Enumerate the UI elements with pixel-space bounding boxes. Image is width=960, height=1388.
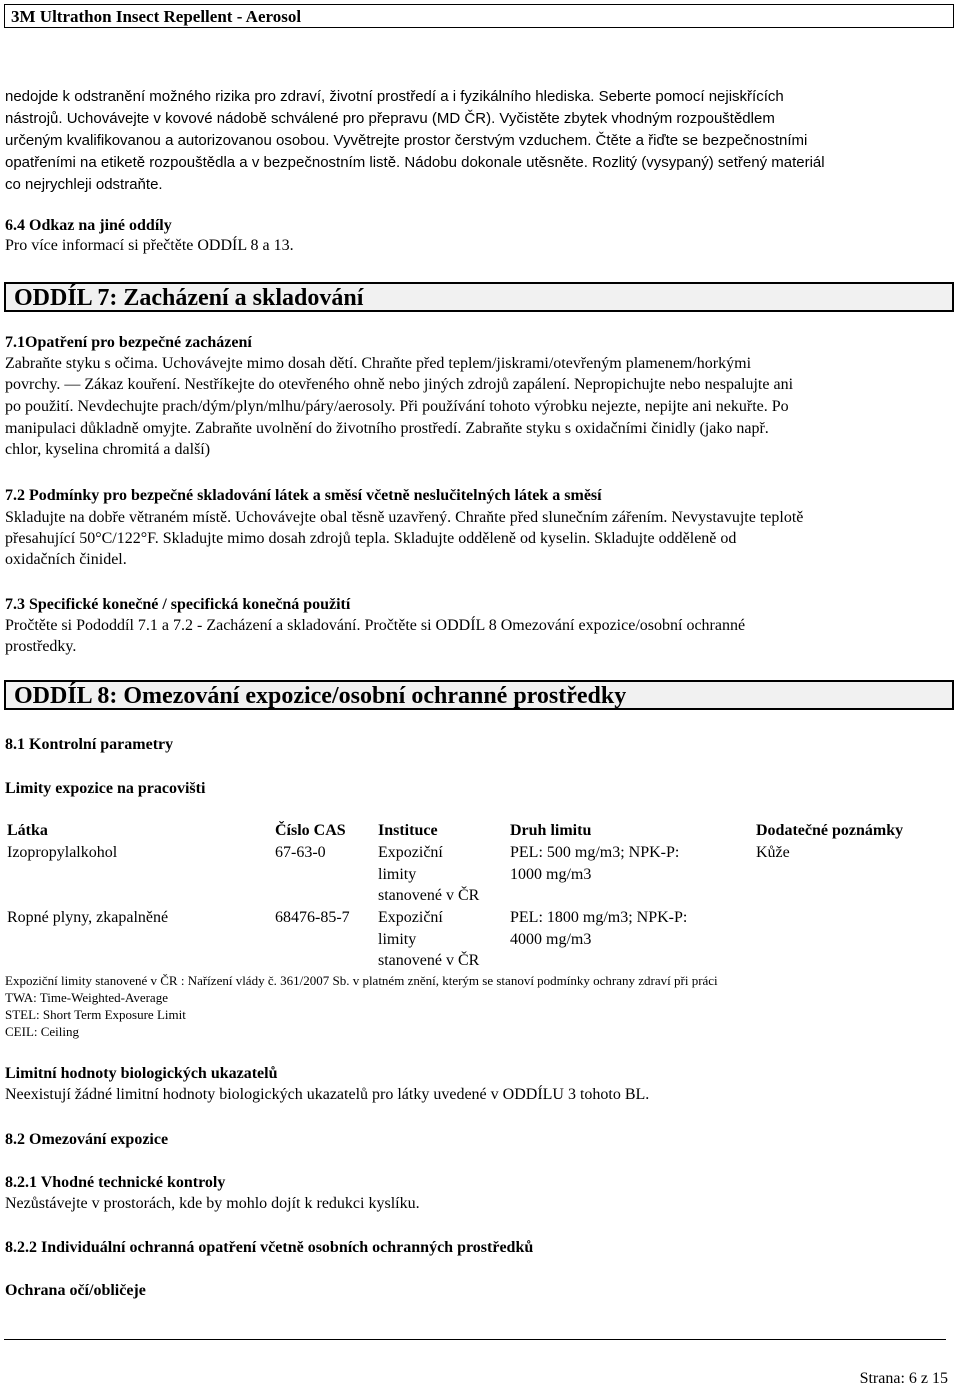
cell-limit-line: PEL: 500 mg/m3; NPK-P: xyxy=(510,844,680,861)
cell-institution-line: stanovené v ČR xyxy=(378,952,480,969)
footnote: CEIL: Ceiling xyxy=(5,1024,80,1039)
section-8-header xyxy=(4,680,954,710)
cell-substance: Izopropylalkohol xyxy=(7,844,118,861)
subsection-heading-8-2-1: 8.2.1 Vhodné technické kontroly xyxy=(5,1174,226,1191)
cell-institution-line: limity xyxy=(378,931,417,948)
paragraph-line: co nejrychleji odstraňte. xyxy=(5,176,163,193)
subsection-heading-7-3: 7.3 Specifické konečné / specifická konečná použití xyxy=(5,596,351,613)
paragraph-line: nástrojů. Uchovávejte v kovové nádobě schválené pro přepravu (MD ČR). Vyčistěte zbytek vhodným rozpouštědlem xyxy=(5,110,775,127)
eye-protection-heading: Ochrana očí/obličeje xyxy=(5,1282,146,1299)
paragraph-line: oxidačních činidel. xyxy=(5,551,127,568)
paragraph-line: Skladujte na dobře větraném místě. Uchovávejte obal těsně uzavřený. Chraňte před slunečním zářením. Nevystavujte teplotě xyxy=(5,509,804,526)
paragraph-line: prostředky. xyxy=(5,638,77,655)
document-header xyxy=(4,4,954,28)
paragraph-line: nedojde k odstranění možného rizika pro zdraví, životní prostředí a i fyzikálního hlediska. Seberte pomocí nejiskřících xyxy=(5,88,784,105)
column-header-substance: Látka xyxy=(7,822,48,839)
paragraph-line: chlor, kyselina chromitá a další) xyxy=(5,441,211,458)
footnote: Expoziční limity stanovené v ČR : Nařízení vlády č. 361/2007 Sb. v platném znění, kterým se stanoví podmínky ochrany zdraví při práci xyxy=(5,973,718,988)
paragraph-line: určeným kvalifikovanou a autorizovanou osobou. Vyvětrejte prostor čerstvým vzduchem. Čtěte a řiďte se bezpečnostními xyxy=(5,132,808,149)
paragraph-line: Nezůstávejte v prostorách, kde by mohlo dojít k redukci kyslíku. xyxy=(5,1195,420,1212)
paragraph-line: Pro více informací si přečtěte ODDÍL 8 a 13. xyxy=(5,237,294,254)
footnote: STEL: Short Term Exposure Limit xyxy=(5,1007,186,1022)
subsection-heading-6-4: 6.4 Odkaz na jiné oddíly xyxy=(5,217,172,234)
column-header-institution: Instituce xyxy=(378,822,438,839)
column-header-limit-type: Druh limitu xyxy=(510,822,592,839)
subsection-heading-7-1: 7.1Opatření pro bezpečné zacházení xyxy=(5,334,252,351)
section-8-title: ODDÍL 8: Omezování expozice/osobní ochranné prostředky xyxy=(14,683,627,709)
paragraph-line: Pročtěte si Pododdíl 7.1 a 7.2 - Zacházení a skladování. Pročtěte si ODDÍL 8 Omezování expozice/osobní ochranné xyxy=(5,617,746,634)
limits-heading: Limity expozice na pracovišti xyxy=(5,780,206,797)
cell-institution-line: Expoziční xyxy=(378,909,443,926)
subsection-heading-8-2: 8.2 Omezování expozice xyxy=(5,1131,169,1148)
paragraph-line: po použití. Nevdechujte prach/dým/plyn/mlhu/páry/aerosoly. Při používání tohoto výrobku nejezte, nepijte ani nekuřte. Po xyxy=(5,398,789,415)
paragraph-line: přesahující 50°C/122°F. Skladujte mimo dosah zdrojů tepla. Skladujte odděleně od kyselin. Skladujte odděleně od xyxy=(5,530,737,547)
paragraph-line: povrchy. — Zákaz kouření. Nestříkejte do otevřeného ohně nebo jiných zdrojů zapálení. Nepropichujte nebo nespalujte ani xyxy=(5,376,794,393)
cell-institution-line: Expoziční xyxy=(378,844,443,861)
cell-institution-line: limity xyxy=(378,866,417,883)
cell-institution-line: stanovené v ČR xyxy=(378,887,480,904)
column-header-notes: Dodatečné poznámky xyxy=(756,822,904,839)
document-title: 3M Ultrathon Insect Repellent - Aerosol xyxy=(11,7,302,26)
paragraph-line: Neexistují žádné limitní hodnoty biologických ukazatelů pro látky uvedené v ODDÍLU 3 tohoto BL. xyxy=(5,1086,650,1103)
paragraph-line: opatřeními na etiketě rozpouštědla a v bezpečnostním listě. Nádobu dokonale utěsněte. Rozlitý (vysypaný) setřený materiál xyxy=(5,154,825,171)
cell-limit-line: 1000 mg/m3 xyxy=(510,866,592,883)
page-number: Strana: 6 z 15 xyxy=(859,1370,948,1387)
column-header-cas: Číslo CAS xyxy=(275,822,346,839)
paragraph-line: Zabraňte styku s očima. Uchovávejte mimo dosah dětí. Chraňte před teplem/jiskrami/otevřeným plamenem/horkými xyxy=(5,355,752,372)
footer-divider xyxy=(4,1339,946,1340)
subsection-heading-7-2: 7.2 Podmínky pro bezpečné skladování látek a směsí včetně neslučitelných látek a směsí xyxy=(5,487,602,504)
cell-limit-line: 4000 mg/m3 xyxy=(510,931,592,948)
section-7-header xyxy=(4,282,954,312)
cell-substance: Ropné plyny, zkapalněné xyxy=(7,909,169,926)
footnote: TWA: Time-Weighted-Average xyxy=(5,990,168,1005)
subsection-heading-8-1: 8.1 Kontrolní parametry xyxy=(5,736,174,753)
paragraph-line: manipulaci důkladně omyjte. Zabraňte uvolnění do životního prostředí. Zabraňte styku s oxidačními činidly (jako např. xyxy=(5,420,769,437)
subsection-heading-8-2-2: 8.2.2 Individuální ochranná opatření včetně osobních ochranných prostředků xyxy=(5,1239,534,1256)
cell-limit-line: PEL: 1800 mg/m3; NPK-P: xyxy=(510,909,688,926)
cell-cas: 67-63-0 xyxy=(275,844,326,861)
cell-note: Kůže xyxy=(756,844,790,861)
bio-limits-heading: Limitní hodnoty biologických ukazatelů xyxy=(5,1065,278,1082)
section-7-title: ODDÍL 7: Zacházení a skladování xyxy=(14,285,364,311)
cell-cas: 68476-85-7 xyxy=(275,909,350,926)
